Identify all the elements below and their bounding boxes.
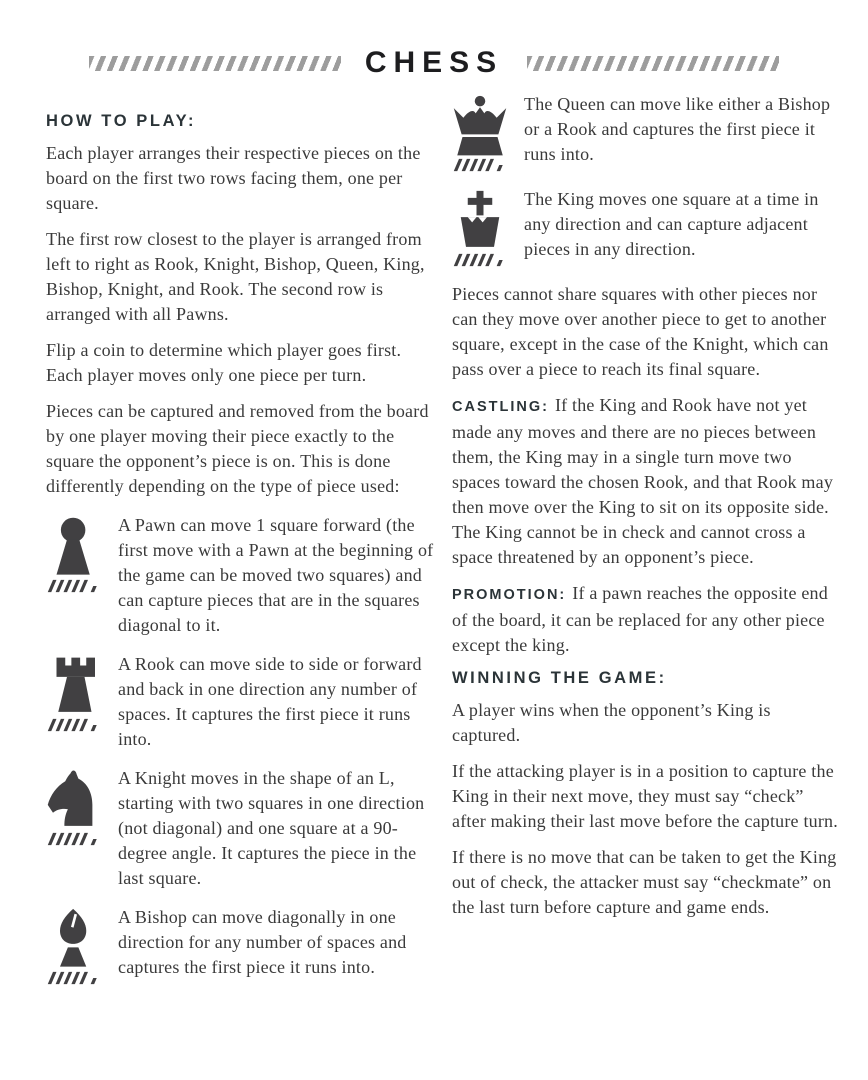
- rook-rule-item: [46, 652, 438, 752]
- king-icon: [452, 189, 512, 268]
- left-hatch-decoration: [89, 56, 341, 71]
- sharing-squares-paragraph: Pieces cannot share squares with other pieces nor can they move over another piece to get to another square, except in the case of the Knight, which can pass over a piece to reach its final square.: [452, 284, 829, 379]
- promotion-text: If a pawn reaches the opposite end of the board, it can be replaced for any other piece except the king.: [452, 583, 828, 655]
- queen-rule-item: [452, 92, 840, 173]
- king-rule-text: The King moves one square at a time in any direction and can capture adjacent pieces in any direction.: [524, 189, 819, 259]
- setup-paragraph: Each player arranges their respective pieces on the board on the first two rows facing them, one per square.: [46, 143, 421, 213]
- castling-text: If the King and Rook have not yet made any moves and there are no pieces between them, the King may in a single turn move two spaces toward the chosen Rook, and that Rook may then move over the King to sit on its opposite side. The King cannot be in check and cannot cross a space threatened by an opponent’s piece.: [452, 395, 834, 567]
- capturing-paragraph: Pieces can be captured and removed from the board by one player moving their piece exactly to the square the opponent’s piece is on. This is done differently depending on the type of piece used:: [46, 401, 429, 496]
- rook-icon: [46, 654, 106, 733]
- right-column: [452, 92, 840, 931]
- pawn-rule-item: [46, 513, 438, 638]
- how-to-play-heading: HOW TO PLAY:: [46, 112, 197, 130]
- left-column: [46, 112, 438, 1000]
- bishop-rule-text: A Bishop can move diagonally in one direction for any number of spaces and captures the first piece it runs into.: [118, 907, 407, 977]
- pawn-rule-text: A Pawn can move 1 square forward (the first move with a Pawn at the beginning of the game can be moved two squares) and can capture pieces that are in the squares diagonal to it.: [118, 515, 434, 635]
- bishop-rule-item: [46, 905, 438, 986]
- castling-paragraph: [452, 393, 840, 570]
- knight-icon: [46, 768, 106, 847]
- castling-label: CASTLING:: [452, 399, 549, 415]
- page-title: CHESS: [364, 46, 504, 79]
- win-condition-paragraph: A player wins when the opponent’s King is captured.: [452, 700, 771, 745]
- checkmate-paragraph: If there is no move that can be taken to get the King out of check, the attacker must say “checkmate” on the last turn before capture and game ends.: [452, 847, 837, 917]
- promotion-paragraph: [452, 581, 840, 658]
- winning-the-game-heading: WINNING THE GAME:: [452, 669, 667, 687]
- knight-rule-item: [46, 766, 438, 891]
- first-row-paragraph: The first row closest to the player is arranged from left to right as Rook, Knight, Bishop, Queen, King, Bishop, Knight, and Rook. The second row is arranged with all Pawns.: [46, 229, 425, 324]
- promotion-label: PROMOTION:: [452, 587, 567, 603]
- knight-rule-text: A Knight moves in the shape of an L, starting with two squares in one direction (not diagonal) and one square at a 90-degree angle. It captures the piece in the last square.: [118, 768, 425, 888]
- page-header: [0, 46, 868, 80]
- right-hatch-decoration: [527, 56, 779, 71]
- bishop-icon: [46, 907, 106, 986]
- king-rule-item: [452, 187, 840, 268]
- coin-flip-paragraph: Flip a coin to determine which player goes first. Each player moves only one piece per turn.: [46, 340, 402, 385]
- pawn-icon: [46, 515, 106, 594]
- queen-icon: [452, 94, 512, 173]
- rook-rule-text: A Rook can move side to side or forward and back in one direction any number of spaces. It captures the first piece it runs into.: [118, 654, 422, 749]
- check-paragraph: If the attacking player is in a position to capture the King in their next move, they must say “check” after making their last move before the capture turn.: [452, 761, 838, 831]
- queen-rule-text: The Queen can move like either a Bishop or a Rook and captures the first piece it runs into.: [524, 94, 831, 164]
